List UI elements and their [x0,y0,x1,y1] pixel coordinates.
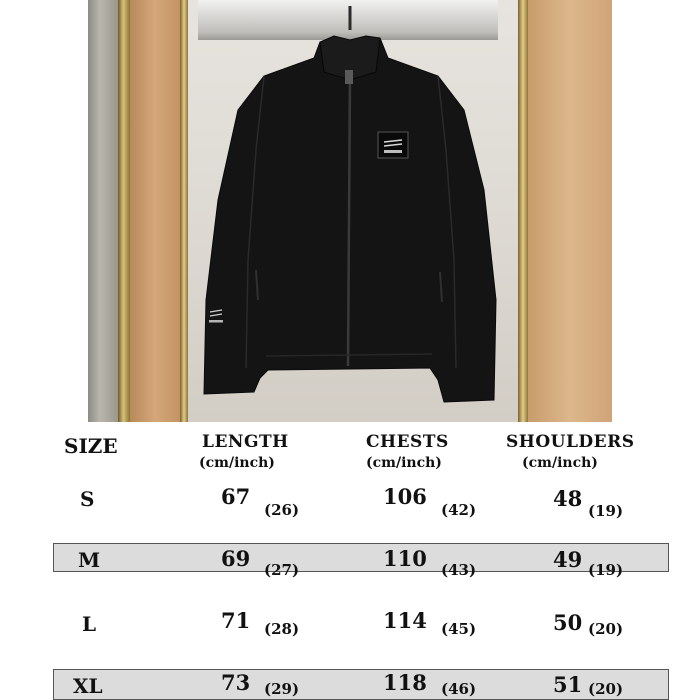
row-l-shoulder-in: (20) [588,620,624,638]
row-xl-shoulder-in: (20) [588,680,624,698]
row-xl-shoulder-cm: 51 [553,672,583,697]
header-length: LENGTH [202,432,289,452]
header-size: SIZE [64,434,118,458]
product-photo [88,0,612,422]
row-s-chest-in: (42) [441,501,477,519]
row-m-shoulder-in: (19) [588,561,624,579]
header-chests: CHESTS [366,432,449,452]
row-l-size: L [82,612,97,636]
row-l-length-cm: 71 [221,608,251,633]
row-s-chest-cm: 106 [383,484,427,509]
row-xl-length-cm: 73 [221,670,251,695]
row-xl-chest-in: (46) [441,680,477,698]
row-l-shoulder-cm: 50 [553,610,583,635]
row-s-size: S [80,487,95,511]
row-m-chest-in: (43) [441,561,477,579]
row-s-length-cm: 67 [221,484,251,509]
row-s-length-in: (26) [264,501,300,519]
row-m-length-in: (27) [264,561,300,579]
row-s-shoulder-cm: 48 [553,486,583,511]
row-l-chest-in: (45) [441,620,477,638]
row-l-chest-cm: 114 [383,608,427,633]
row-xl-length-in: (29) [264,680,300,698]
row-m-length-cm: 69 [221,546,251,571]
row-m-chest-cm: 110 [383,546,427,571]
row-xl-size: XL [73,674,103,698]
row-s-shoulder-in: (19) [588,502,624,520]
jacket-image [88,0,612,422]
header-shoulders: SHOULDERS [506,432,635,452]
header-shoulders-unit: (cm/inch) [522,455,598,471]
row-xl-chest-cm: 118 [383,670,427,695]
header-chests-unit: (cm/inch) [366,455,442,471]
row-l-length-in: (28) [264,620,300,638]
row-m-size: M [78,548,101,572]
header-length-unit: (cm/inch) [199,455,275,471]
row-m-shoulder-cm: 49 [553,547,583,572]
